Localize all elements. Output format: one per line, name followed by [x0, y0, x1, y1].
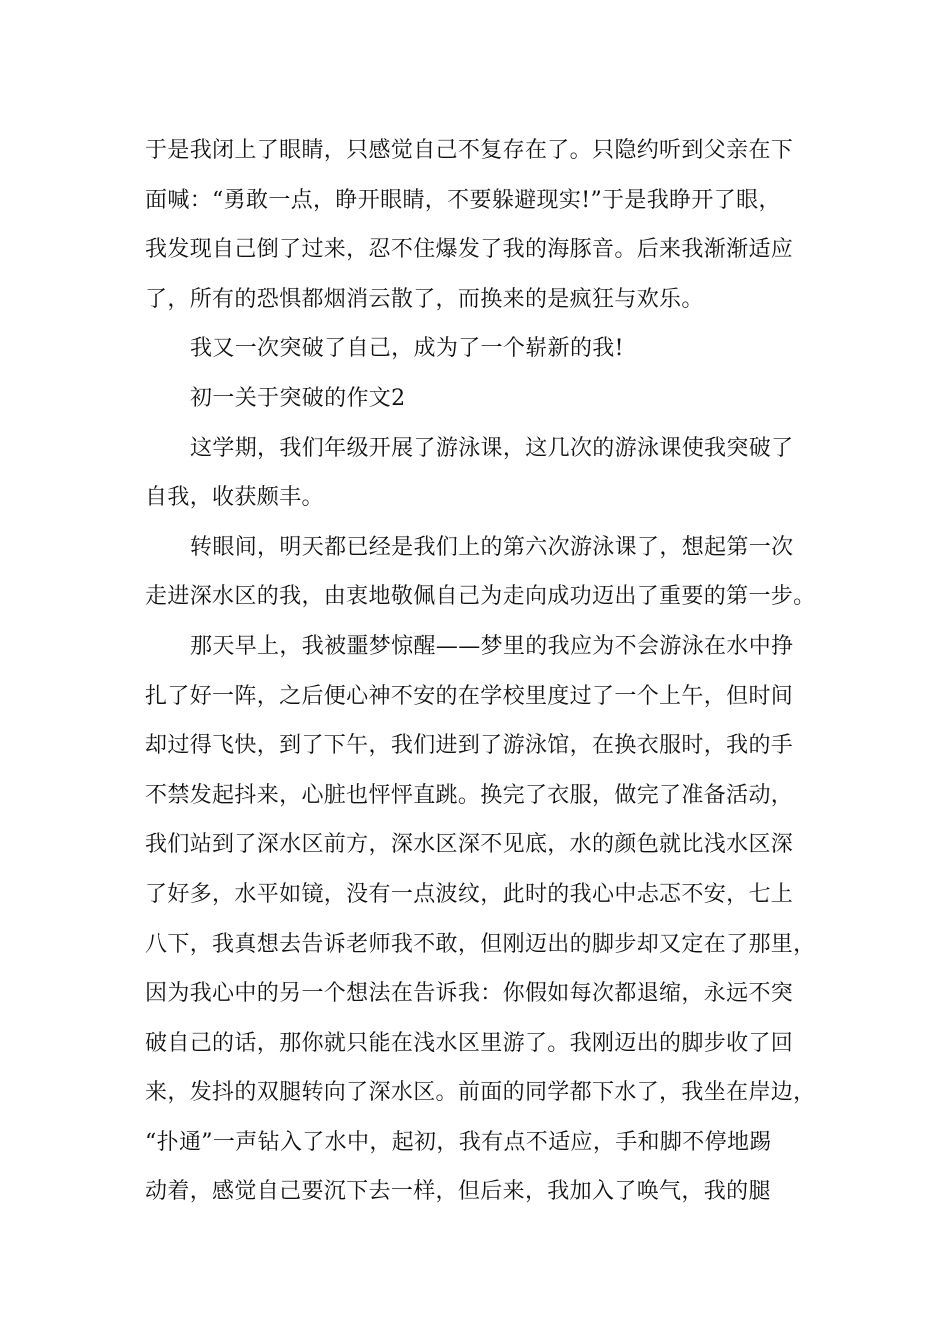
text-line: 我们站到了深水区前方，深水区深不见底，水的颜色就比浅水区深 [145, 832, 794, 858]
text-line: 我发现自己倒了过来，忍不住爆发了我的海豚音。后来我渐渐适应 [145, 237, 794, 263]
text-line: 因为我心中的另一个想法在告诉我：你假如每次都退缩，永远不突 [145, 981, 794, 1007]
text-line: 了，所有的恐惧都烟消云散了，而换来的是疯狂与欢乐。 [145, 286, 704, 312]
text-line: 破自己的话，那你就只能在浅水区里游了。我刚迈出的脚步收了回 [145, 1030, 794, 1056]
text-line: 转眼间，明天都已经是我们上的第六次游泳课了，想起第一次 [190, 534, 794, 560]
text-line: 那天早上，我被噩梦惊醒——梦里的我应为不会游泳在水中挣 [190, 633, 794, 659]
text-line: “扑通”一声钻入了水中，起初，我有点不适应，手和脚不停地踢 [145, 1129, 772, 1155]
text-line: 自我，收获颇丰。 [145, 485, 324, 511]
text-line: 了好多，水平如镜，没有一点波纹，此时的我心中忐忑不安，七上 [145, 881, 794, 907]
essay-text [145, 126, 825, 1217]
text-line: 不禁发起抖来，心脏也怦怦直跳。换完了衣服，做完了准备活动， [145, 782, 794, 808]
text-line: 这学期，我们年级开展了游泳课，这几次的游泳课使我突破了 [190, 435, 794, 461]
text-line: 我又一次突破了自己，成为了一个崭新的我! [190, 336, 624, 362]
text-line: 八下，我真想去告诉老师我不敢，但刚迈出的脚步却又定在了那里， [145, 931, 816, 957]
text-line: 却过得飞快，到了下午，我们进到了游泳馆，在换衣服时，我的手 [145, 733, 794, 759]
section-heading: 初一关于突破的作文2 [190, 385, 406, 411]
text-line: 面喊：“勇敢一点，睁开眼睛，不要躲避现实!”于是我睁开了眼， [145, 187, 781, 213]
text-line: 于是我闭上了眼睛，只感觉自己不复存在了。只隐约听到父亲在下 [145, 138, 794, 163]
text-line: 来，发抖的双腿转向了深水区。前面的同学都下水了，我坐在岸边， [145, 1080, 816, 1106]
text-line: 扎了好一阵，之后便心神不安的在学校里度过了一个上午，但时间 [145, 683, 794, 709]
text-line: 走进深水区的我，由衷地敬佩自己为走向成功迈出了重要的第一步。 [145, 584, 816, 610]
text-line: 动着，感觉自己要沉下去一样，但后来，我加入了唤气，我的腿 [145, 1179, 771, 1205]
